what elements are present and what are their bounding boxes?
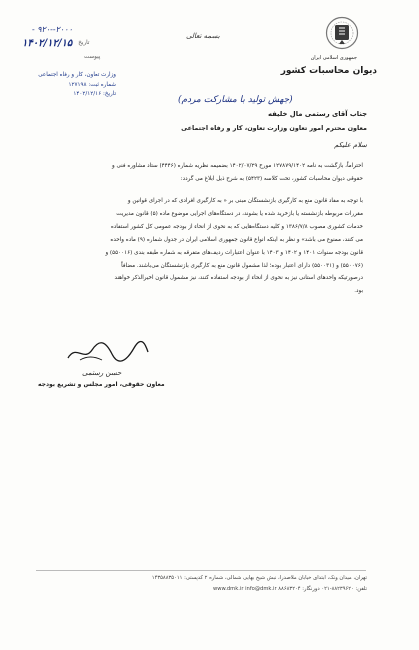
paragraph-line: می کنند، ممنوع می باشد» و نظر به اینکه انواع قانون جمهوری اسلامی ایران در جدول شماره (۹) ماده واحده bbox=[110, 236, 363, 243]
paragraph-line: بود. bbox=[354, 288, 363, 295]
org-name: دیوان محاسبات کشور bbox=[280, 66, 377, 76]
footer-divider bbox=[36, 570, 366, 571]
org-small-label: جمهوری اسلامی ایران bbox=[310, 55, 357, 61]
signatory-name: حسن رستمی bbox=[82, 369, 122, 377]
doc-date: ۱۴۰۲/۱۲/۱۵ bbox=[22, 38, 73, 49]
receipt-ministry: وزارت تعاون، کار و رفاه اجتماعی bbox=[38, 72, 116, 78]
handwritten-slogan: (جهش تولید با مشارکت مردم) bbox=[178, 95, 293, 105]
paragraph-line: با توجه به مفاد قانون منع به کارگیری بازنشستگان مبنی بر « به کارگیری افرادی که در اجرای قوانین و bbox=[127, 198, 363, 204]
addressee-title: معاون محترم امور تعاون وزارت تعاون، کار و رفاه اجتماعی bbox=[181, 124, 367, 132]
paragraph-line: احتراماً، بازگشت به نامه ۱۲۷۸۷۹/۱۴۰۲ مورخ ۱۴۰۲/۰۷/۲۹ بضمیمه نظریه شماره (۴۴۴۶) ستاد مشاوره فنی و bbox=[112, 163, 363, 169]
receipt-stamp bbox=[24, 73, 116, 98]
basmala: بسمه تعالی bbox=[186, 32, 220, 40]
paragraph-line: درصورتیکه واحدهای استانی نیز به نحوی از انحاء از بودجه استفاده کنند، نیز مشمول قانون اخیرالذکر خواهند bbox=[114, 275, 363, 282]
date-row bbox=[22, 38, 89, 49]
date-label: تاریخ bbox=[78, 39, 90, 46]
attachment-label: پیوست bbox=[84, 54, 101, 60]
greeting: سلام علیکم bbox=[334, 141, 367, 149]
paragraph-line: (۵۵۰۰۷۶) و (۵۵۰۰۳۱) دارای اعتبار بوده؛ لذا مشمول قانون منع به کارگیری بازنشستگان می‌باشند. مضافاً bbox=[121, 262, 363, 269]
addressee-name: جناب آقای رستمی مال خلیفه bbox=[267, 110, 367, 118]
paragraph-1 bbox=[58, 160, 363, 186]
doc-number: ۲۰۰۰--۹۲۰ - bbox=[32, 25, 73, 34]
receipt-date: تاریخ: ۱۴۰۲/۱۲/۱۶ bbox=[73, 91, 116, 98]
paragraph-line: مقررات مربوطه بازنشسته یا بازخرید شده یا بشوند، در دستگاه‌های اجرایی موضوع ماده (۵) قانون مدیریت bbox=[116, 210, 363, 217]
paragraph-2 bbox=[58, 195, 363, 298]
receipt-number: شماره ثبت: ۱۲۷۱۹۸ bbox=[68, 81, 116, 88]
emblem-logo bbox=[325, 16, 359, 52]
handwritten-signature bbox=[62, 340, 152, 366]
paragraph-line: قانون بودجه سنوات ۱۴۰۱ و ۱۴۰۲ و ۱۴۰۳ با عنوان اعتبارات ردیف‌های متفرقه به شماره طبقه بندی (۵۵۰۰۱۶) و bbox=[105, 249, 363, 256]
footer-contact: تلفن: ۸۸۲۳۹۶۲۰-۰۲۱ دورنگار: ۸۸۶۸۳۲۰۴ www.dmk.ir info@dmk.ir bbox=[212, 586, 367, 592]
footer-address: تهران، میدان ونک، ابتدای خیابان ملاصدرا، نبش شیخ بهایی شمالی، شماره ۲ کدپستی: ۱۴۳۵۸۸۳۵۰۱۱ bbox=[151, 575, 367, 581]
paragraph-line: حقوقی دیوان محاسبات کشور، تحت کلاسه (۵۴۲۳) به شرح ذیل ابلاغ می گردد: bbox=[180, 175, 363, 182]
paragraph-line: خدمات کشوری مصوب ۱۳۸۶/۷/۸ و کلیه دستگاه‌هایی که به نحوی از انحاء از بودجه عمومی کل کشور استفاده bbox=[110, 223, 363, 230]
signatory-title: معاون حقوقی، امور مجلس و تشریع بودجه bbox=[38, 381, 165, 388]
